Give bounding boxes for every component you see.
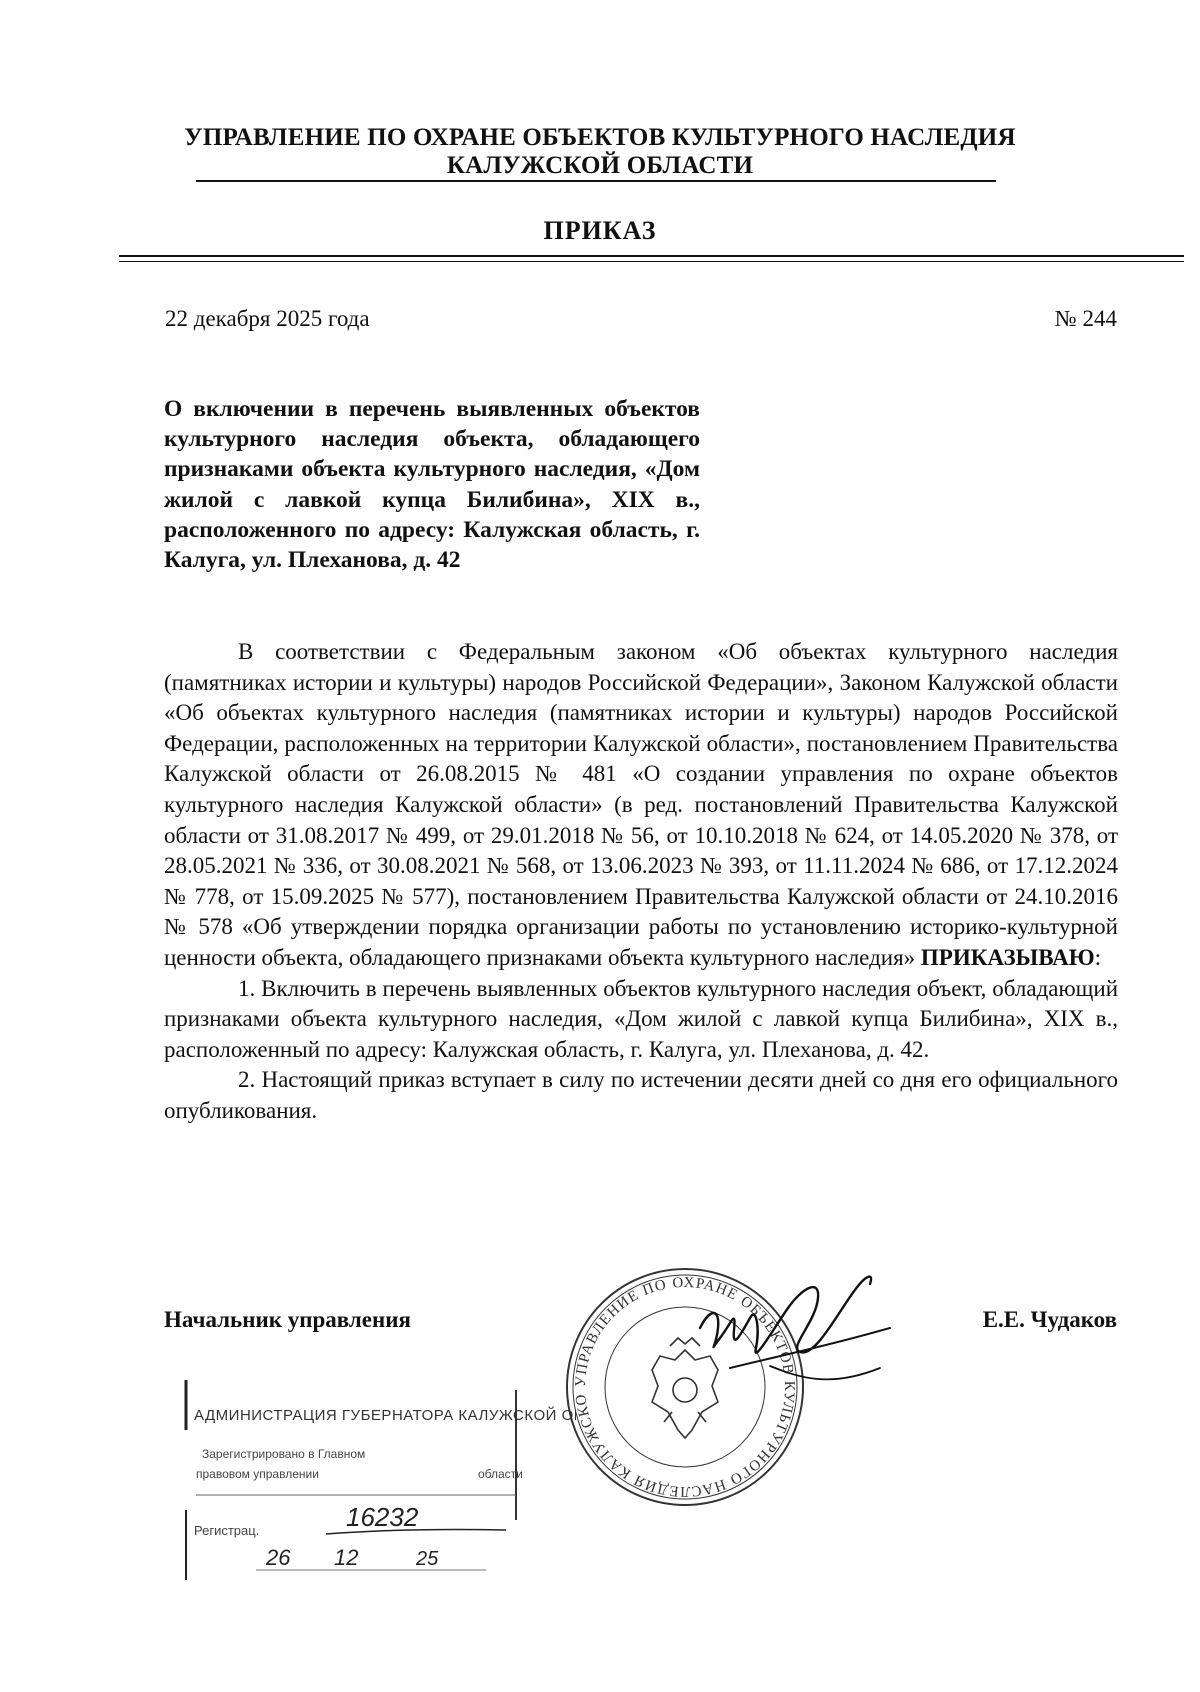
registration-stamp <box>176 1360 576 1600</box>
registration-stamp-line2: Зарегистрировано в Главном <box>202 1447 366 1461</box>
registration-date-day: 26 <box>266 1545 291 1570</box>
order-item-2: 2. Настоящий приказ вступает в силу по истечении десяти дней со дня его официального опубликования. <box>164 1067 1118 1123</box>
registration-date-year: 25 <box>416 1548 439 1570</box>
header-underline <box>196 180 996 182</box>
registration-stamp-line3b: области <box>478 1467 523 1481</box>
document-number: № 244 <box>1054 306 1117 331</box>
document-title: ПРИКАЗ <box>543 216 657 245</box>
registration-stamp-graphic <box>176 1360 576 1600</box>
signature-graphic <box>690 1268 910 1428</box>
registration-number: 16232 <box>346 1502 419 1532</box>
order-item-1: 1. Включить в перечень выявленных объектов культурного наследия объект, обладающий признаками объекта культурного наследия, «Дом жилой с лавкой купца Билибина», XIX в., расположенный по адресу: Калужская область, г. Калуга, ул. Плеханова, д. 42. <box>164 975 1118 1062</box>
order-word: ПРИКАЗЫВАЮ <box>920 944 1095 970</box>
document-date: 22 декабря 2025 года <box>165 306 370 331</box>
title-rule-bottom <box>119 261 1184 262</box>
organization-name-line1: УПРАВЛЕНИЕ ПО ОХРАНЕ ОБЪЕКТОВ КУЛЬТУРНОГО НАСЛЕДИЯ <box>184 124 1016 151</box>
organization-name-line2: КАЛУЖСКОЙ ОБЛАСТИ <box>446 152 754 179</box>
preamble-paragraph <box>164 637 1118 974</box>
order-colon: : <box>1094 944 1101 970</box>
document-subject: О включении в перечень выявленных объектов культурного наследия объекта, обладающего признаками объекта культурного наследия, «Дом жилой с лавкой купца Билибина», XIX в., расположенного по адресу: Калужская область, г. Калуга, ул. Плеханова, д. 42 <box>164 396 700 574</box>
document-body <box>164 637 1118 1127</box>
preamble-text: В соответствии с Федеральным законом «Об объектах культурного наследия (памятниках истории и культуры) народов Российской Федерации», Законом Калужской области «Об объектах культурного наследия (памятниках истории и культуры) народов Российской Федерации, расположенных на территории Калужской области», постановлением Правительства Калужской области от 26.08.2015 № 481 «О создании управления по охране объектов культурного наследия Калужской области» (в ред. постановлений Правительства Калужской области от 31.08.2017 № 499, от 29.01.2018 № 56, от 10.10.2018 № 624, от 14.05.2020 № 378, от 28.05.2021 № 336, от 30.08.2021 № 568, от 13.06.2023 № 393, от 11.11.2024 № 686, от 17.12.2024 № 778, от 15.09.2025 № 577), постановлением Правительства Калужской области от 24.10.2016 № 578 «Об утверждении порядка организации работы по установлению историко-культурной ценности объекта, обладающего признаками объекта культурного наследия» <box>164 639 1118 970</box>
signatory-position: Начальник управления <box>164 1307 411 1332</box>
registration-date-month: 12 <box>334 1545 359 1570</box>
registration-stamp-line1: АДМИНИСТРАЦИЯ ГУБЕРНАТОРА КАЛУЖСКОЙ О <box>194 1407 574 1424</box>
registration-stamp-label: Регистрац. <box>194 1523 260 1538</box>
seal-ring-text: УПРАВЛЕНИЕ ПО ОХРАНЕ ОБЪЕКТОВ КУЛЬТУРНОГО НАСЛЕДИЯ КАЛУЖСКО <box>572 1274 798 1500</box>
registration-stamp-line3: правовом управлении <box>196 1467 319 1481</box>
handwritten-signature <box>690 1268 910 1428</box>
title-rule-top <box>119 255 1184 257</box>
signatory-name: Е.Е. Чудаков <box>982 1307 1117 1332</box>
